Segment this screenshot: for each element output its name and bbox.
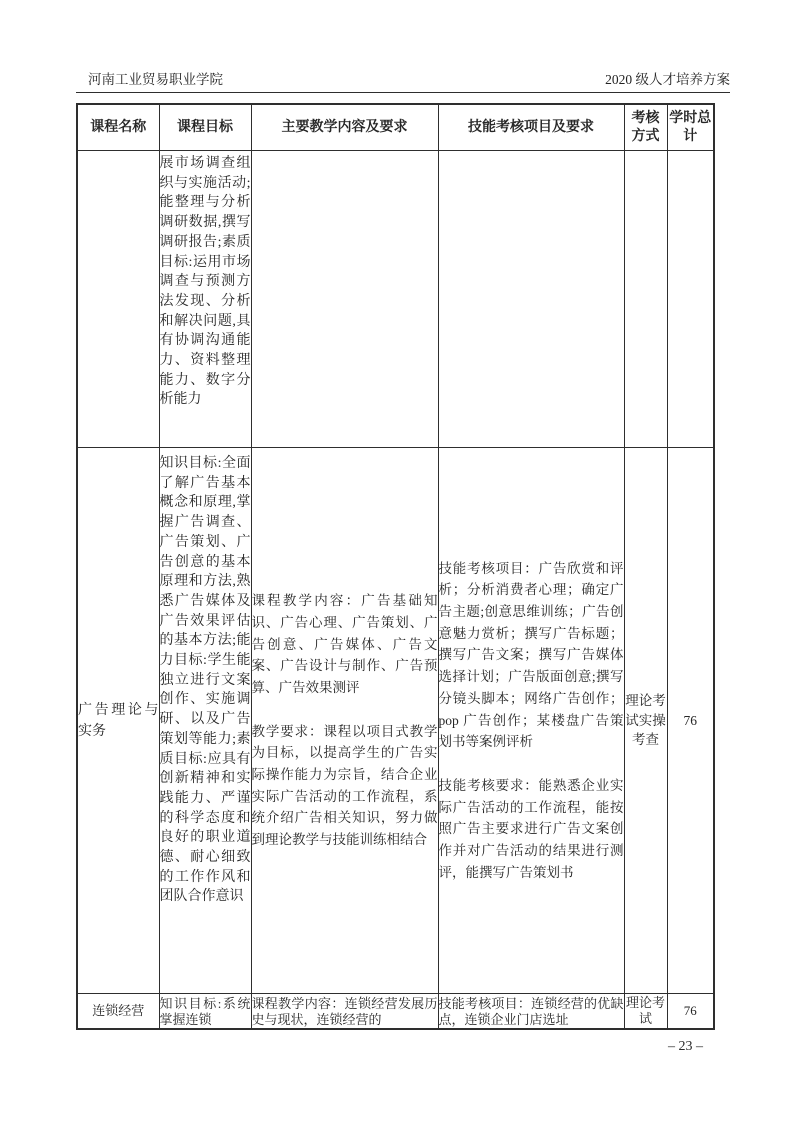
assessment-items-paragraph: 技能考核项目：广告欣赏和评析；分析消费者心理；确定广告主题;创意思维训练；广告创意魅力赏析；撰写广告标题；撰写广告文案；撰写广告媒体选择计划；广告版面创意;撰写分镜头脚本；网络广告创作；pop 广告创作；某楼盘广告策划书等案例评析: [438, 560, 624, 750]
cell-content: [251, 448, 438, 994]
cell-content-empty: [251, 151, 438, 448]
cell-method: [624, 448, 667, 994]
assessment-items-paragraph: 技能考核项目：连锁经营的优缺点，连锁企业门店选址: [438, 995, 624, 1027]
cell-assessment-empty: [438, 151, 624, 448]
cell-course-name-empty: [77, 151, 159, 448]
header-rule: [76, 92, 730, 93]
cell-assessment: [438, 448, 624, 994]
table-row-advertising: [77, 448, 714, 994]
course-name-text: 连锁经营: [92, 1003, 145, 1018]
col-header-content: 主要教学内容及要求: [251, 104, 438, 151]
hours-value: 76: [683, 712, 697, 728]
assessment-requirements-paragraph: 技能考核要求：能熟悉企业实际广告活动的工作流程，能按照广告主要求进行广告文案创作并对广告活动的结果进行测评，能撰写广告策划书: [438, 777, 624, 880]
plan-title: 2020 级人才培养方案: [605, 72, 730, 87]
page-number: – 23 –: [668, 1039, 703, 1054]
cell-method-empty: [624, 151, 667, 448]
content-paragraph: 课程教学内容：广告基础知识、广告心理、广告策划、广告创意、广告媒体、广告文案、广告设计与制作、广告预算、广告效果测评: [251, 593, 438, 695]
cell-course-name: [77, 994, 159, 1030]
content-paragraph: 课程教学内容：连锁经营发展历史与现状，连锁经营的: [251, 995, 438, 1027]
course-table: [76, 103, 715, 1030]
course-name-text: 广告理论与实务: [78, 702, 159, 739]
teaching-requirements-paragraph: 教学要求：课程以项目式教学为目标，以提高学生的广告实际操作能力为宗旨，结合企业实际广告活动的工作流程，系统介绍广告相关知识，努力做到理论教学与技能训练相结合: [251, 723, 438, 848]
cell-content: [251, 994, 438, 1030]
col-header-hours: 学时总计: [667, 104, 714, 151]
cell-hours-empty: [667, 151, 714, 448]
col-header-method: 考核方式: [624, 104, 667, 151]
method-text: 理论考试: [625, 995, 665, 1026]
method-text: 理论考试实操考查: [625, 693, 666, 748]
cell-hours: [667, 994, 714, 1030]
objectives-text: 展市场调查组织与实施活动;能整理与分析调研数据,撰写调研报告;素质目标:运用市场调查与预测方法发现、分析和解决问题,具有协调沟通能力、资料整理能力、数字分析能力: [159, 156, 251, 408]
cell-objectives: [159, 994, 251, 1030]
col-header-course-name: 课程名称: [77, 104, 159, 151]
table-header-row: [77, 104, 714, 151]
col-header-assessment: 技能考核项目及要求: [438, 104, 624, 151]
objectives-text: 知识目标:全面了解广告基本概念和原理,掌握广告调查、广告策划、广告创意的基本原理和方法,熟悉广告媒体及广告效果评估的基本方法;能力目标:学生能独立进行文案创作、实施调研、以及广告策划等能力;素质目标:应具有创新精神和实践能力、严谨的科学态度和良好的职业道德、耐心细致的工作作风和团队合作意识: [159, 456, 251, 905]
page-header: [76, 70, 730, 90]
cell-hours: [667, 448, 714, 994]
cell-assessment: [438, 994, 624, 1030]
cell-course-name: [77, 448, 159, 994]
cell-method: [624, 994, 667, 1030]
table-row-continuation: [77, 151, 714, 448]
hours-value: 76: [683, 1003, 697, 1018]
objectives-text: 知识目标:系统掌握连锁: [159, 995, 251, 1027]
table-row-chain-operation: [77, 994, 714, 1030]
col-header-objectives: 课程目标: [159, 104, 251, 151]
cell-objectives: [159, 448, 251, 994]
school-name: 河南工业贸易职业学院: [88, 72, 223, 87]
cell-objectives: [159, 151, 251, 448]
